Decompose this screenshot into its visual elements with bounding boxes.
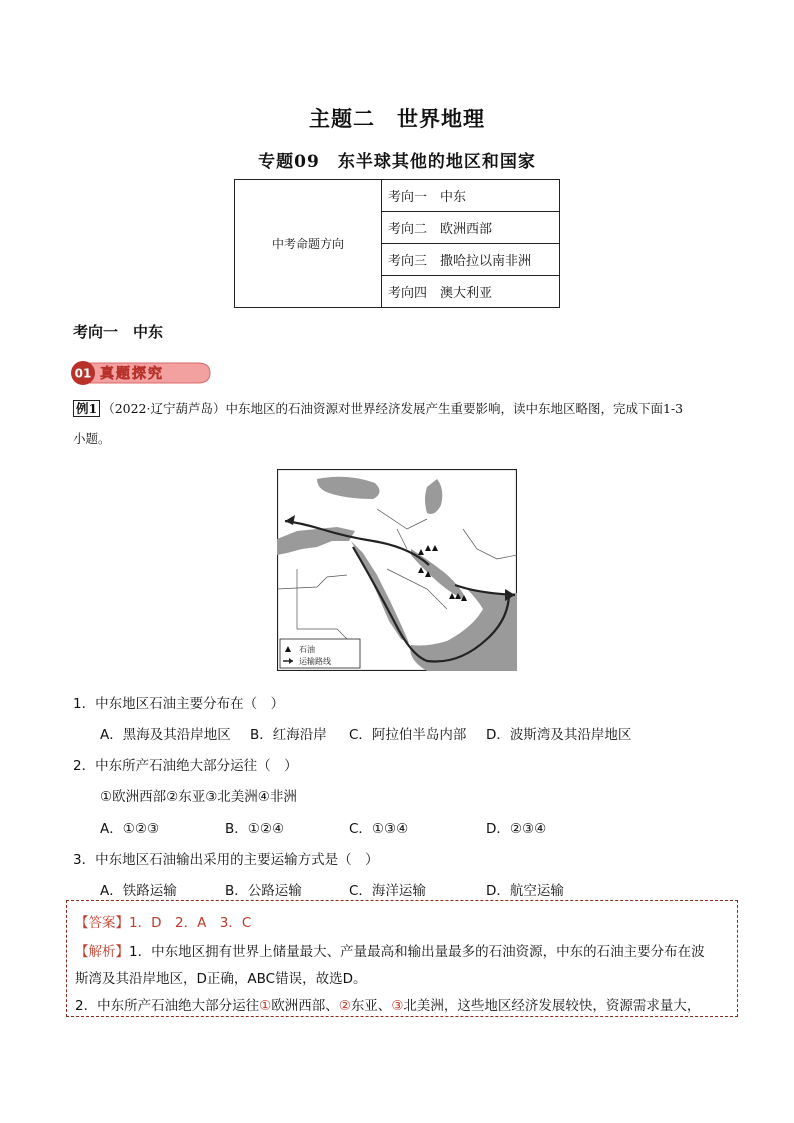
question-3-stem: 3．中东地区石油输出采用的主要运输方式是（ ） [73,852,379,868]
example-stem [73,395,733,423]
q3-option-a: A．铁路运输 [100,883,177,899]
q3-option-c: C．海洋运输 [349,883,426,899]
direction-item-3: 考向三 撒哈拉以南非洲 [382,244,560,276]
legend-oil-label: 石油 [299,645,315,654]
question-1-stem: 1．中东地区石油主要分布在（ ） [73,696,285,712]
badge-text: 真题探究 [100,366,164,382]
q2-option-c: C．①③④ [349,821,409,837]
direction-item-4: 考向四 澳大利亚 [382,276,560,308]
example-stem-line2: 小题。 [73,431,111,446]
q1-option-d: D．波斯湾及其沿岸地区 [486,727,632,743]
section-badge [70,360,212,386]
answer-label: 【答案】 [75,915,129,931]
q2-option-b: B．①②④ [225,821,285,837]
q1-option-c: C．阿拉伯半岛内部 [349,727,467,743]
q2-option-a: A．①②③ [100,821,160,837]
analysis-3a: 2．中东所产石油绝大部分运往 [75,998,260,1014]
section-heading: 考向一 中东 [73,323,164,341]
q3-option-d: D．航空运输 [486,883,564,899]
analysis-line-1 [75,940,735,960]
direction-item-1: 考向一 中东 [382,180,560,212]
middle-east-map [277,469,517,671]
answer-line [75,911,735,931]
analysis-3d: 北美洲，这些地区经济发展较快，资源需求量大， [403,998,701,1014]
circle-3: ③ [391,998,404,1014]
question-2-stem: 2．中东所产石油绝大部分运往（ ） [73,758,298,774]
analysis-text-1: 1．中东地区拥有世界上储量最大、产量最高和输出量最多的石油资源，中东的石油主要分布在波 [129,944,705,960]
q1-option-b: B．红海沿岸 [250,727,327,743]
circle-2: ② [338,998,351,1014]
page-subtitle: 专题09 东半球其他的地区和国家 [258,152,536,172]
legend-route-label: 运输路线 [299,657,331,666]
example-stem-line1: （2022·辽宁葫芦岛）中东地区的石油资源对世界经济发展产生重要影响，读中东地区略图，完成下面1-3 [102,401,684,416]
direction-table-label: 中考命题方向 [235,180,382,308]
answer-text: 1．D 2．A 3．C [129,915,252,931]
q2-option-d: D．②③④ [486,821,547,837]
badge-number: 01 [74,366,92,381]
analysis-line-3 [75,994,735,1014]
direction-item-2: 考向二 欧洲西部 [382,212,560,244]
analysis-3b: 欧洲西部、 [271,998,339,1014]
q1-option-a: A．黑海及其沿岸地区 [100,727,231,743]
question-2-sub: ①欧洲西部②东亚③北美洲④非洲 [100,789,297,805]
example-label: 例1 [73,400,100,417]
analysis-3c: 东亚、 [350,998,392,1014]
circle-1: ① [259,998,272,1014]
q3-option-b: B．公路运输 [225,883,302,899]
analysis-label: 【解析】 [75,944,129,960]
analysis-line-2: 斯湾及其沿岸地区，D正确，ABC错误，故选D。 [75,971,367,987]
direction-table [234,179,560,308]
page-title: 主题二 世界地理 [309,107,485,131]
